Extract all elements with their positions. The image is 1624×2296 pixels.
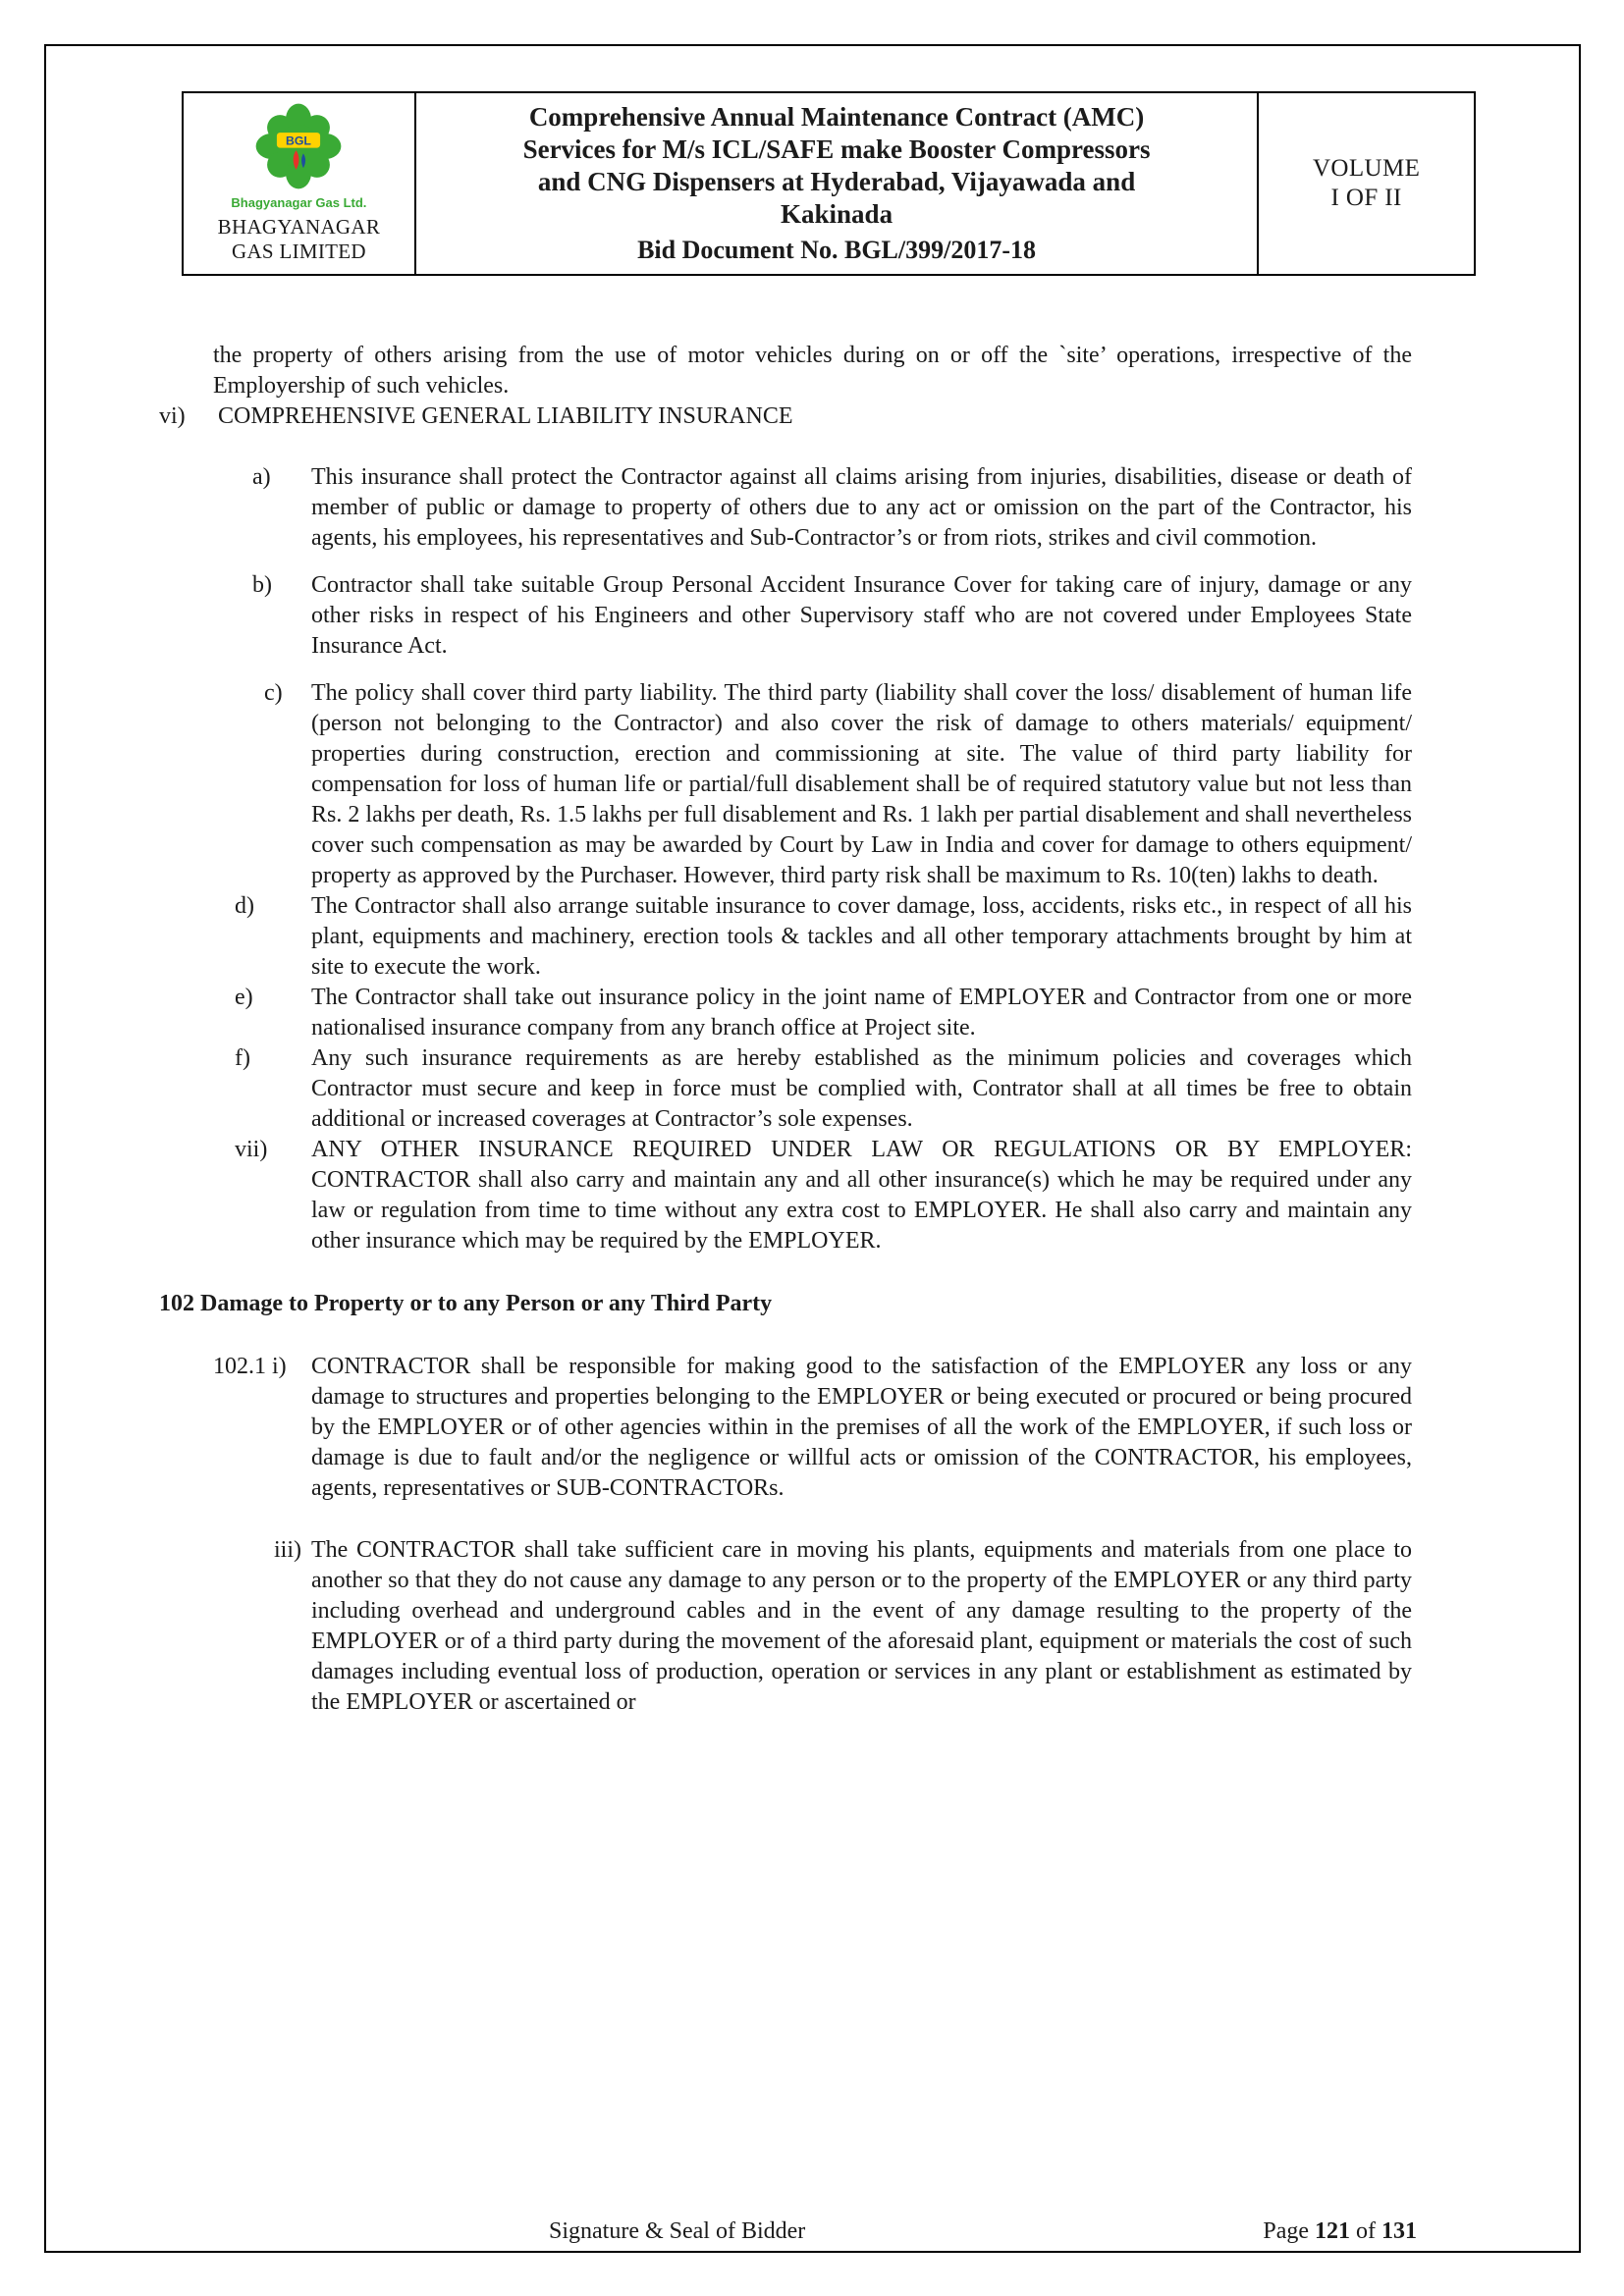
clause-b-text: Contractor shall take suitable Group Personal Accident Insurance Cover for taking care of injury, damage or any other risks in respect of his Engineers and other Supervisory staff who are not covered under Employees State Insurance Act. bbox=[311, 572, 1412, 659]
volume-label-line2: I OF II bbox=[1330, 185, 1402, 211]
volume-label-line1: VOLUME bbox=[1312, 155, 1421, 182]
document-title-line4: Kakinada bbox=[781, 199, 893, 229]
clause-d-text: The Contractor shall also arrange suitable insurance to cover damage, loss, accidents, risks etc., in respect of all his plant, equipments and machinery, erection tools & tackles and all other temporary attachments brought by him at site to execute the work. bbox=[311, 893, 1412, 980]
section-vi-label: vi) bbox=[159, 403, 186, 429]
clause-102-iii-text: The CONTRACTOR shall take sufficient care in moving his plants, equipments and materials from one place to another so that they do not cause any damage to any person or to the property of the EMPLOYER or any third party including overhead and underground cables and in the event of any damage resulting to the property of the EMPLOYER or of a third party during the movement of the aforesaid plant, equipment or materials the cost of such damages including eventual loss of production, operation or services in any plant or establishment as estimated by the EMPLOYER or ascertained or bbox=[311, 1537, 1412, 1715]
section-vii-label: vii) bbox=[235, 1137, 268, 1162]
clause-102-1-i-label: 102.1 i) bbox=[213, 1354, 287, 1379]
total-pages: 131 bbox=[1381, 2218, 1417, 2244]
title-cell bbox=[415, 92, 1258, 275]
bid-document-number: Bid Document No. BGL/399/2017-18 bbox=[637, 236, 1036, 264]
clause-f bbox=[46, 1043, 1579, 1135]
page-number: 121 bbox=[1315, 2218, 1350, 2244]
clause-c bbox=[46, 678, 1579, 891]
clause-f-text: Any such insurance requirements as are hereby established as the minimum policies and coverages which Contractor must secure and keep in force must be complied with, Contrator shall at all times be free to obtain additional or increased coverages at Contractor’s sole expenses. bbox=[311, 1045, 1412, 1132]
organization-name bbox=[189, 215, 408, 264]
clause-b-label: b) bbox=[252, 572, 272, 598]
bgl-logo-icon bbox=[249, 102, 348, 190]
volume-cell bbox=[1258, 92, 1475, 275]
page-indicator bbox=[1263, 2218, 1417, 2245]
organization-name-line1: BHAGYANAGAR bbox=[217, 214, 381, 239]
logo-cell bbox=[183, 92, 415, 275]
clause-e-text: The Contractor shall take out insurance policy in the joint name of EMPLOYER and Contractor from one or more nationalised insurance company from any branch office at Project site. bbox=[311, 985, 1412, 1041]
clause-d bbox=[46, 891, 1579, 983]
clause-continuation-paragraph: the property of others arising from the use of motor vehicles during on or off the `site’ operations, irrespective of the Employership of such vehicles. bbox=[213, 343, 1412, 399]
document-title-line1: Comprehensive Annual Maintenance Contract (AMC) bbox=[528, 102, 1145, 132]
signature-seal-label: Signature & Seal of Bidder bbox=[549, 2218, 806, 2244]
page-label: Page bbox=[1263, 2218, 1309, 2244]
document-body bbox=[46, 341, 1579, 1718]
clause-a-text: This insurance shall protect the Contractor against all claims arising from injuries, disabilities, disease or death of member of public or damage to property of others due to any act or omission on the part of the Contractor, his agents, his employees, his representatives and Sub-Contractor’s or from riots, strikes and civil commotion. bbox=[311, 464, 1412, 551]
clause-e bbox=[46, 983, 1579, 1043]
section-vii-text: ANY OTHER INSURANCE REQUIRED UNDER LAW OR REGULATIONS OR BY EMPLOYER: CONTRACTOR shall also carry and maintain any and all other insurance(s) which he may be required under any law or regulation from time to time without any extra cost to EMPLOYER. He shall also carry and maintain any other insurance which may be required by the EMPLOYER. bbox=[311, 1137, 1412, 1254]
page-border-frame bbox=[44, 44, 1581, 2253]
clause-f-label: f) bbox=[235, 1045, 250, 1071]
section-vi-title: COMPREHENSIVE GENERAL LIABILITY INSURANCE bbox=[218, 403, 793, 429]
document-title bbox=[430, 101, 1243, 231]
clause-a bbox=[46, 462, 1579, 554]
section-vii bbox=[46, 1135, 1579, 1256]
of-label: of bbox=[1356, 2218, 1376, 2244]
clause-d-label: d) bbox=[235, 893, 254, 919]
clause-102-iii bbox=[46, 1535, 1579, 1718]
section-vi-heading bbox=[46, 401, 1579, 432]
clause-b bbox=[46, 570, 1579, 662]
clause-a-label: a) bbox=[252, 464, 271, 490]
clause-102-iii-label: iii) bbox=[274, 1537, 301, 1563]
organization-name-line2: GAS LIMITED bbox=[231, 239, 366, 263]
page-footer bbox=[46, 2218, 1579, 2251]
document-title-line3: and CNG Dispensers at Hyderabad, Vijayawada and bbox=[537, 167, 1136, 196]
clause-e-label: e) bbox=[235, 985, 253, 1010]
logo-monogram: BGL bbox=[286, 133, 312, 147]
logo-caption: Bhagyanagar Gas Ltd. bbox=[231, 194, 367, 210]
clause-102-1-i-text: CONTRACTOR shall be responsible for making good to the satisfaction of the EMPLOYER any loss or any damage to structures and properties belonging to the EMPLOYER or being executed or procured or being procured by the EMPLOYER or of other agencies within in the premises of all the work of the EMPLOYER, if such loss or damage is due to fault and/or the negligence or willful acts or omission of the CONTRACTOR, his employees, agents, representatives or SUB-CONTRACTORs. bbox=[311, 1354, 1412, 1501]
document-header-table bbox=[182, 91, 1476, 276]
clause-102-1-i bbox=[46, 1352, 1579, 1504]
clause-c-label: c) bbox=[264, 680, 283, 706]
section-102-heading: 102 Damage to Property or to any Person or any Third Party bbox=[159, 1291, 773, 1316]
clause-c-text: The policy shall cover third party liability. The third party (liability shall cover the loss/ disablement of human life (person not belonging to the Contractor) and also cover the risk of damage to others materials/ equipment/ properties during construction, erection and commissioning at site. The value of third party liability for compensation for loss of human life or partial/full disablement shall be of required statutory value but not less than Rs. 2 lakhs per death, Rs. 1.5 lakhs per full disablement and Rs. 1 lakh per partial disablement and shall nevertheless cover such compensation as may be awarded by Court by Law in India and cover for damage to others equipment/ property as approved by the Purchaser. However, third party risk shall be maximum to Rs. 10(ten) lakhs to death. bbox=[311, 680, 1412, 888]
document-title-line2: Services for M/s ICL/SAFE make Booster Compressors bbox=[522, 134, 1151, 164]
